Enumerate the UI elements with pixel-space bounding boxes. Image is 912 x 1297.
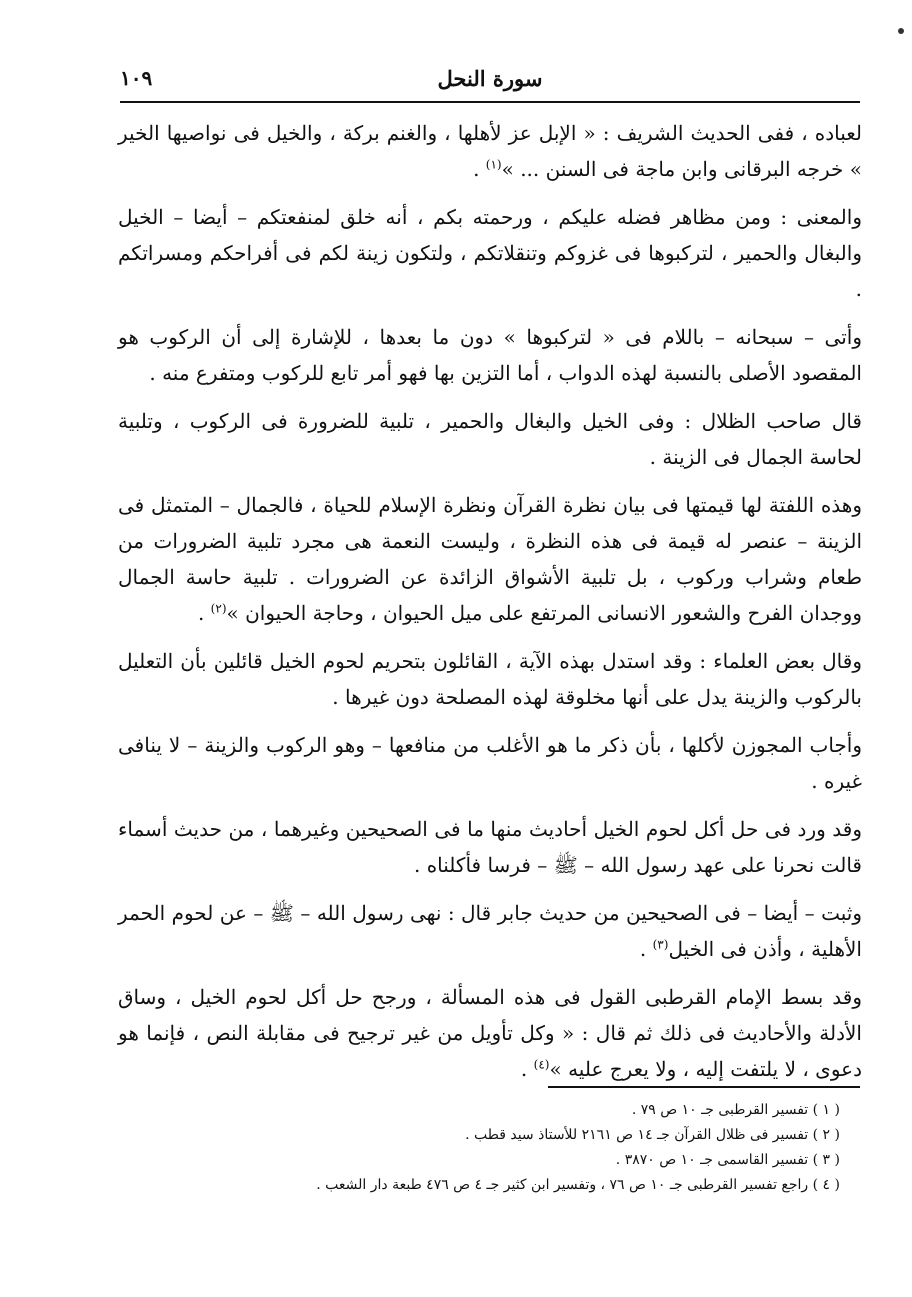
paragraph: وأجاب المجوزن لأكلها ، بأن ذكر ما هو الأغلب من منافعها – وهو الركوب والزينة – لا ينافى غيره . (118, 733, 862, 793)
footnote-ref: (٢) (210, 601, 227, 616)
footnotes (150, 1098, 840, 1198)
footnote-ref: (٤) (533, 1057, 550, 1072)
footnote-divider (548, 1086, 860, 1088)
surah-title: سورة النحل (437, 66, 543, 91)
paragraph: وقال بعض العلماء : وقد استدل بهذه الآية ، القائلون بتحريم لحوم الخيل قائلين بأن التعليل بالركوب والزينة يدل على أنها مخلوقة لهذه المصلحة دون غيرها . (118, 649, 862, 709)
footnote-ref: (١) (485, 157, 502, 172)
footnote: ( ٣ ) تفسير القاسمى جـ ١٠ ص ٣٨٧٠ . (615, 1152, 840, 1168)
paragraph: والمعنى : ومن مظاهر فضله عليكم ، ورحمته بكم ، أنه خلق لمنفعتكم – أيضا – الخيل والبغال والحمير ، لتركبوها فى غزوكم وتنقلاتكم ، ولتكون زينة لكم فى أفراحكم ومسراتكم . (118, 205, 862, 301)
paragraph: قال صاحب الظلال : وفى الخيل والبغال والحمير ، تلبية للضرورة فى الركوب ، وتلبية لحاسة الجمال فى الزينة . (118, 409, 862, 469)
paragraph: وثبت – أيضا – فى الصحيحين من حديث جابر قال : نهى رسول الله – ﷺ – عن لحوم الحمر الأهلية ، وأذن فى الخيل$^{(٣)}$ . (118, 901, 862, 961)
paragraph: وأتى – سبحانه – باللام فى « لتركبوها » دون ما بعدها ، للإشارة إلى أن الركوب هو المقصود الأصلى بالنسبة لهذه الدواب ، أما التزين بها فهو أمر تابع للركوب ومتفرع منه . (118, 325, 862, 385)
footnote: ( ٤ ) راجع تفسير القرطبى جـ ١٠ ص ٧٦ ، وتفسير ابن كثير جـ ٤ ص ٤٧٦ طبعة دار الشعب . (316, 1177, 840, 1193)
footnote: ( ٢ ) تفسير فى ظلال القرآن جـ ١٤ ص ٢١٦١ للأستاذ سيد قطب . (465, 1127, 840, 1143)
page-header (120, 60, 860, 98)
footnote: ( ١ ) تفسير القرطبى جـ ١٠ ص ٧٩ . (631, 1102, 840, 1118)
scan-speck (898, 28, 904, 34)
paragraph: وقد ورد فى حل أكل لحوم الخيل أحاديث منها ما فى الصحيحين وغيرهما ، من حديث أسماء قالت نحرنا على عهد رسول الله – ﷺ – فرسا فأكلناه . (118, 817, 862, 877)
page-number: ١٠٩ (120, 66, 153, 90)
paragraph: وقد بسط الإمام القرطبى القول فى هذه المسألة ، ورجح حل أكل لحوم الخيل ، وساق الأدلة والأحاديث فى ذلك ثم قال : « وكل تأويل من غير ترجيح فى مقابلة النص ، فإنما هو دعوى ، لا يلتفت إليه ، ولا يعرج عليه »$^{(٤)}$ . (118, 985, 862, 1081)
paragraph: وهذه اللفتة لها قيمتها فى بيان نظرة القرآن ونظرة الإسلام للحياة ، فالجمال – المتمثل فى الزينة – عنصر له قيمة فى هذه النظرة ، وليست النعمة هى مجرد تلبية الضرورات من طعام وشراب وركوب ، بل تلبية الأشواق الزائدة عن الضرورات . تلبية حاسة الجمال ووجدان الفرح والشعور الانسانى المرتفع على ميل الحيوان ، وحاجة الحيوان »$^{(٢)}$ . (118, 493, 862, 625)
main-text (118, 115, 862, 1099)
paragraph: لعباده ، ففى الحديث الشريف : « الإبل عز لأهلها ، والغنم بركة ، والخيل فى نواصيها الخير » خرجه البرقانى وابن ماجة فى السنن ... »$^{(١)}$ . (118, 121, 862, 181)
footnote-ref: (٣) (652, 937, 669, 952)
header-divider (120, 101, 860, 103)
